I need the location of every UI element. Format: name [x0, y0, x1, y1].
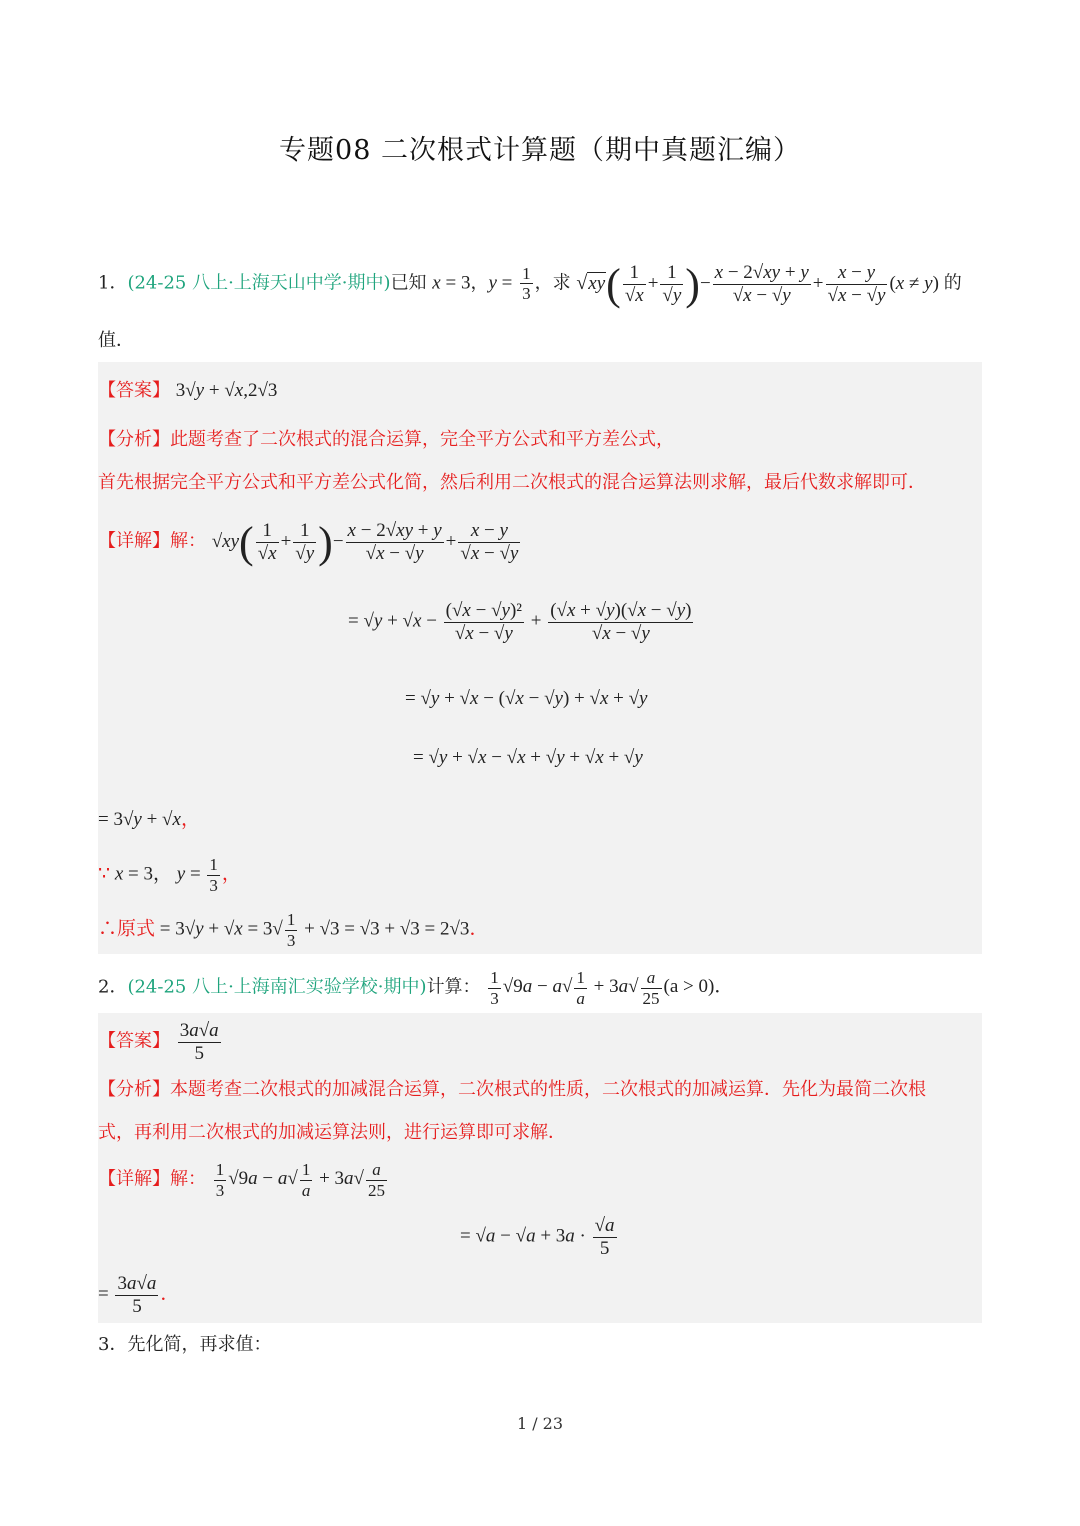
question-1-tail: 值．	[98, 330, 134, 351]
question-2: 2．(24-25 八上·上海南汇实验学校·期中)计算： $\frac{1}{3}$ √9a − a√ $\frac{1}{a}$ + 3a√ $\frac{a}{25}$ (a > 0)．	[98, 968, 734, 1008]
question-source: (24-25 八上·上海天山中学·期中)	[127, 272, 391, 294]
page-title: 专题08 二次根式计算题（期中真题汇编）	[279, 135, 801, 166]
detail-line-1: 【详解】解： √xy( $\frac{1}{√x}$ + $\frac{1}{√y}$ )− $\frac{x - 2√xy + y}{√x - √y}$ + $\frac{x - y}{√x - √y}$	[98, 517, 519, 567]
step-2-2: = √a − √a + 3a · $\frac{√a}{5}$	[460, 1215, 615, 1259]
question-1-expression: √xy( $\frac{1}{√x}$ + $\frac{1}{√y}$ )− $\frac{x - 2√xy + y}{√x - √y}$ + $\frac{x - y}{√x - √y}$ (x ≠ y)	[576, 259, 944, 309]
step-2: = √y + √x − $\frac{\text{(√x − √y)²}}{√x - √y}$ + $\frac{(√x + √y)(√x - √y)}{√x - √y}$	[348, 600, 692, 644]
question-tail: 的	[943, 272, 962, 294]
question-2-expression: $\frac{1}{3}$ √9a − a√ $\frac{1}{a}$ + 3a√ $\frac{a}{25}$ (a > 0)．	[490, 968, 734, 1008]
step-3: = √y + √x − (√x − √y) + √x + √y	[405, 688, 648, 709]
step-5: = 3√y + √x，	[98, 809, 200, 830]
analysis-2-line-1: 【分析】本题考查二次根式的加减混合运算，二次根式的性质，二次根式的加减运算．先化为最简二次根	[98, 1079, 926, 1100]
question-1: 1．(24-25 八上·上海天山中学·期中)已知 x = 3，y = $\frac{1}{3}$ ，求 √xy( $\frac{1}{√x}$ + $\frac{1}{√y}$ )− $\frac{x - 2√xy + y}{√x - √y}$ + $\frac{x - y}{√x - √y}$ (x ≠ y) 的	[98, 259, 962, 309]
question-ask: ，求	[534, 272, 571, 294]
because-line: ∵ x = 3， y = $\frac{1}{3}$ ，	[98, 855, 241, 895]
analysis-2-line-2: 式，再利用二次根式的加减运算法则，进行运算即可求解．	[98, 1122, 566, 1143]
answer-label: 【答案】	[98, 380, 170, 401]
answer-line-1	[98, 381, 277, 400]
question-number: 1．	[98, 272, 128, 294]
answer-math: 3√y + √x,2√3	[175, 380, 278, 401]
answer-line-2: 【答案】 $\frac{3a√a}{5}$	[98, 1020, 219, 1064]
detail-2-line-1: 【详解】解： $\frac{1}{3}$ √9a − a√ $\frac{1}{a}$ + 3a√ $\frac{a}{25}$	[98, 1160, 385, 1200]
step-4: = √y + √x − √x + √y + √x + √y	[413, 747, 643, 768]
step-2-3: = $\frac{3a√a}{5}$ ．	[98, 1273, 180, 1317]
analysis-line-2: 首先根据完全平方公式和平方差公式化简，然后利用二次根式的混合运算法则求解，最后代数求解即可．	[98, 472, 926, 493]
analysis-line-1: 【分析】此题考查了二次根式的混合运算，完全平方公式和平方差公式，	[98, 429, 674, 450]
therefore-line: ∴原式 = 3√y + √x = 3√ $\frac{1}{3}$ + √3 = √3 + √3 = 2√3．	[98, 910, 489, 950]
page-number: 1 / 23	[516, 1414, 564, 1433]
question-given: 已知	[390, 272, 427, 294]
question-3: 3．先化简，再求值：	[98, 1334, 272, 1355]
